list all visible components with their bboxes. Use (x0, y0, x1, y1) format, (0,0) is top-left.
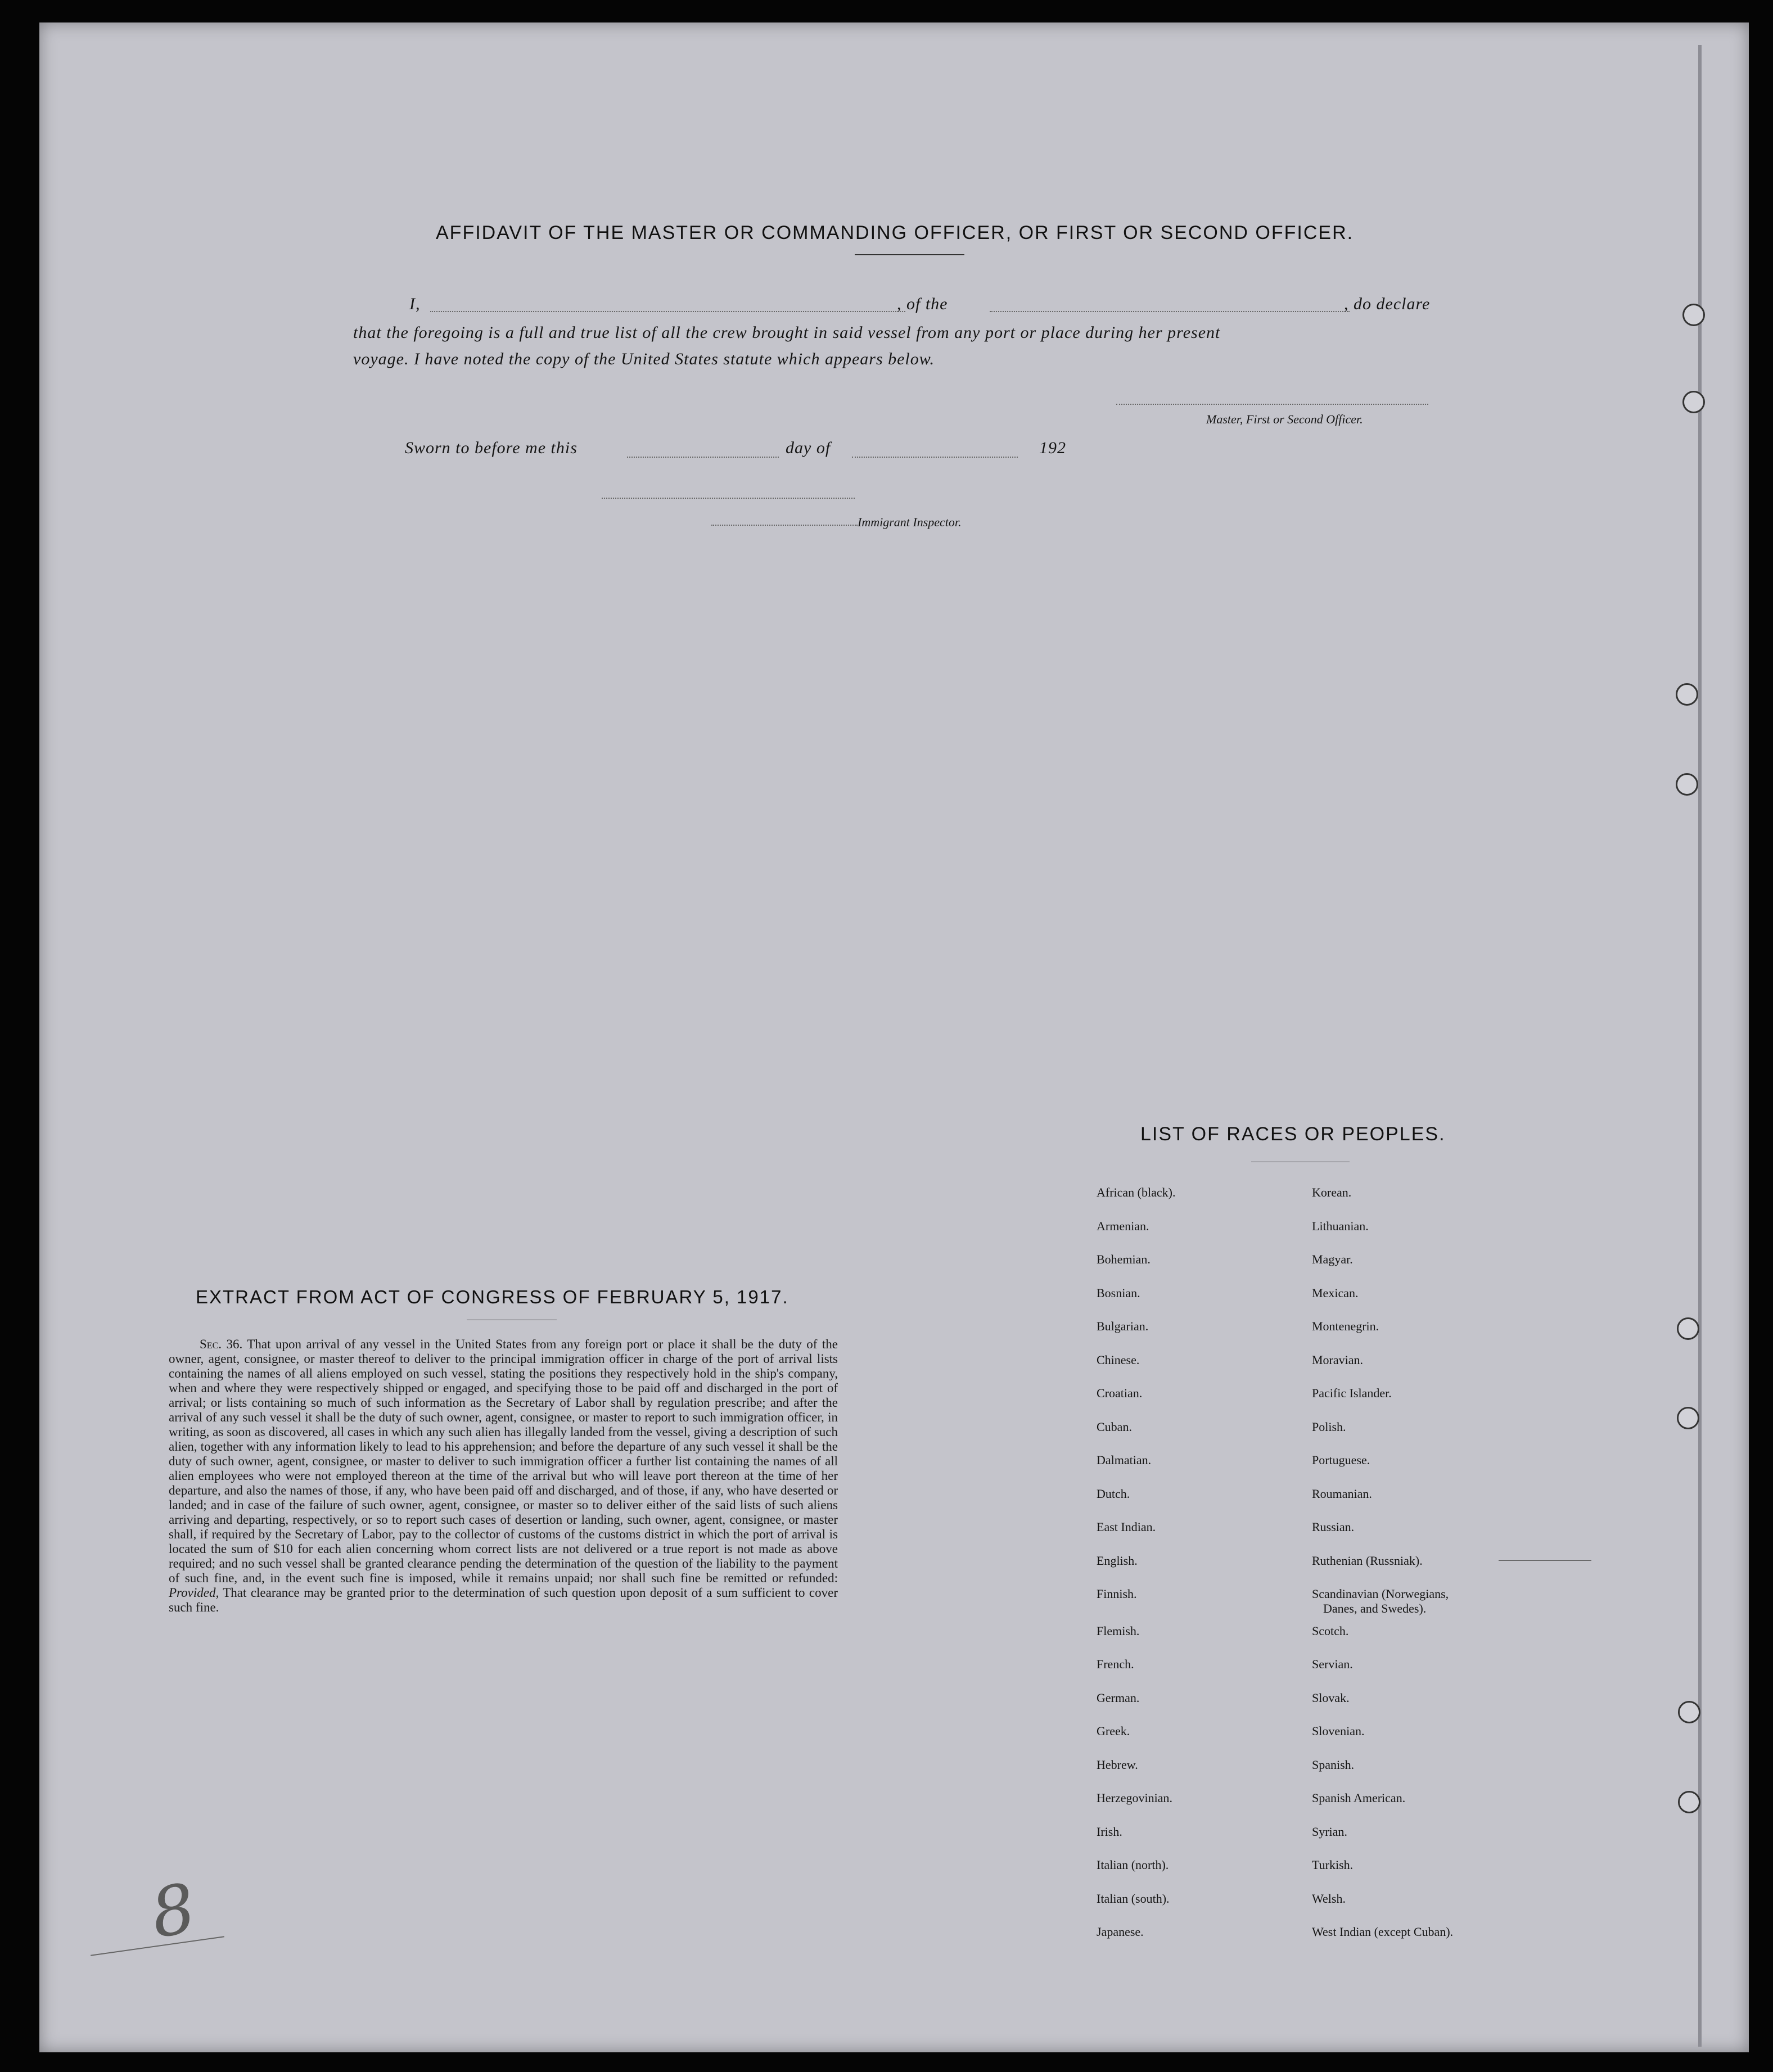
race-item: Dutch. (1097, 1486, 1130, 1501)
extract-title: EXTRACT FROM ACT OF CONGRESS OF FEBRUARY 5, 1917. (196, 1286, 789, 1307)
provided-word: Provided, (169, 1586, 219, 1600)
sworn-start: Sworn to before me this (405, 439, 578, 457)
race-item: Bohemian. (1097, 1252, 1151, 1266)
extract-text-end: That clearance may be granted prior to the determination of such question upon deposit of a sum sufficient to cover such fine. (169, 1586, 838, 1614)
punch-hole (1682, 304, 1705, 326)
handwritten-page-mark: 8 (145, 1869, 201, 1954)
race-item: East Indian. (1097, 1520, 1156, 1534)
affidavit-line1-end: , do declare (1344, 295, 1431, 313)
inspector-label: Immigrant Inspector. (858, 515, 962, 529)
race-item: Finnish. (1097, 1587, 1137, 1601)
race-item: Welsh. (1312, 1891, 1346, 1906)
race-item: English. (1097, 1553, 1138, 1568)
race-item: Chinese. (1097, 1352, 1140, 1367)
affidavit-title-rule (855, 254, 964, 255)
race-item: Japanese. (1097, 1925, 1144, 1939)
signature-field[interactable] (1116, 404, 1428, 405)
punch-hole (1678, 1701, 1700, 1723)
race-item: Herzegovinian. (1097, 1791, 1172, 1805)
inspector-signature-field[interactable] (602, 498, 855, 499)
race-item: African (black). (1097, 1185, 1176, 1199)
race-item: Spanish American. (1312, 1791, 1406, 1805)
race-item: French. (1097, 1657, 1134, 1671)
section-label: Sec. 36. (200, 1337, 243, 1351)
master-name-field[interactable] (430, 311, 905, 312)
race-item: Armenian. (1097, 1218, 1149, 1233)
affidavit-line2: that the foregoing is a full and true list of all the crew brought in said vessel from any port or place during her present (353, 323, 1221, 342)
punch-hole (1682, 391, 1705, 413)
race-item: Slovak. (1312, 1690, 1350, 1705)
race-item: Moravian. (1312, 1352, 1364, 1367)
race-item: Roumanian. (1312, 1486, 1372, 1501)
punch-hole (1676, 683, 1698, 706)
affidavit-line3: voyage. I have noted the copy of the United States statute which appears below. (353, 350, 935, 368)
affidavit-line1-start: I, (409, 295, 421, 313)
race-item: Spanish. (1312, 1757, 1355, 1772)
punch-hole (1677, 1317, 1699, 1340)
race-item: Turkish. (1312, 1858, 1354, 1872)
race-item: Greek. (1097, 1724, 1130, 1738)
race-item: West Indian (except Cuban). (1312, 1925, 1454, 1939)
race-item: Lithuanian. (1312, 1218, 1369, 1233)
race-item: Bosnian. (1097, 1285, 1140, 1300)
race-item: Polish. (1312, 1419, 1346, 1434)
race-item: Mexican. (1312, 1285, 1359, 1300)
race-item: Scotch. (1312, 1623, 1349, 1638)
race-item: Ruthenian (Russniak). (1312, 1553, 1423, 1568)
sworn-month-field[interactable] (852, 457, 1018, 458)
race-item: German. (1097, 1690, 1140, 1705)
race-item: Italian (south). (1097, 1891, 1170, 1906)
affidavit-line1-mid: , of the (897, 295, 948, 313)
race-item: Croatian. (1097, 1386, 1143, 1400)
races-side-rule (1499, 1560, 1591, 1561)
extract-body (169, 1337, 838, 1615)
sworn-year: 192 (1039, 439, 1066, 457)
race-item: Pacific Islander. (1312, 1386, 1392, 1400)
race-item: Servian. (1312, 1657, 1353, 1671)
race-item: Syrian. (1312, 1824, 1347, 1839)
race-item: Portuguese. (1312, 1453, 1370, 1467)
extract-text: That upon arrival of any vessel in the United States from any foreign port or place it shall be the duty of the owner, agent, consignee, or master thereof to deliver to the principal immigration officer in charge of the port of arrival lists containing the names of all aliens employed on such vessel, stating the positions they respectively hold in the ship's company, when and where they were respectively shipped or engaged, and specifying those to be paid off and discharged in the port of arrival; or lists containing so much of such information as the Secretary of Labor shall by regulation prescribe; and after the arrival of any such vessel it shall be the duty of such owner, agent, consignee, or master to report to such immigration officer, in writing, as soon as discovered, all cases in which any such alien has illegally landed from the vessel, giving a description of such alien, together with any information likely to lead to his apprehension; and before the departure of any such vessel it shall be the duty of such owner, agent, consignee, or master to deliver to such immigration officer a further list containing the names of all alien employees who were not employed thereon at the time of the arrival but who will leave port thereon at the time of her departure, and also the names of those, if any, who have been paid off and discharged, and of those, if any, who have deserted or landed; and in case of the failure of such owner, agent, consignee, or master so to deliver either of the said lists of such aliens arriving and departing, respectively, or so to report such cases of desertion or landing, such owner, agent, consignee, or master shall, if required by the Secretary of Labor, pay to the collector of customs of the customs district in which the port of arrival is located the sum of $10 for each alien concerning whom correct lists are not delivered or a true report is not made as above required; and no such vessel shall be granted clearance pending the determination of the question of the liability to the payment of such fine, and, in the event such fine is imposed, while it remains unpaid; nor shall such fine be remitted or refunded: (169, 1337, 838, 1585)
race-item: Montenegrin. (1312, 1319, 1379, 1333)
signature-label: Master, First or Second Officer. (1206, 412, 1363, 426)
race-item: Cuban. (1097, 1419, 1132, 1434)
race-item: Bulgarian. (1097, 1319, 1149, 1333)
punch-hole (1677, 1407, 1699, 1429)
race-item: Russian. (1312, 1520, 1355, 1534)
race-item: Danes, and Swedes). (1323, 1601, 1427, 1615)
sworn-day-field[interactable] (627, 457, 779, 458)
punch-hole (1678, 1791, 1700, 1813)
races-title: LIST OF RACES OR PEOPLES. (1140, 1123, 1446, 1145)
sworn-mid: day of (786, 439, 831, 457)
race-item: Korean. (1312, 1185, 1352, 1199)
race-item: Slovenian. (1312, 1724, 1365, 1738)
race-item: Flemish. (1097, 1623, 1140, 1638)
punch-hole (1676, 773, 1698, 796)
race-item: Italian (north). (1097, 1858, 1169, 1872)
race-item: Hebrew. (1097, 1757, 1138, 1772)
sheet-edge (1698, 45, 1702, 2047)
race-item: Magyar. (1312, 1252, 1353, 1266)
affidavit-title: AFFIDAVIT OF THE MASTER OR COMMANDING OFFICER, OR FIRST OR SECOND OFFICER. (436, 222, 1354, 243)
inspector-underline (711, 525, 858, 526)
race-item: Dalmatian. (1097, 1453, 1152, 1467)
vessel-name-field[interactable] (990, 311, 1350, 312)
race-item: Scandinavian (Norwegians, (1312, 1587, 1449, 1601)
race-item: Irish. (1097, 1824, 1122, 1839)
